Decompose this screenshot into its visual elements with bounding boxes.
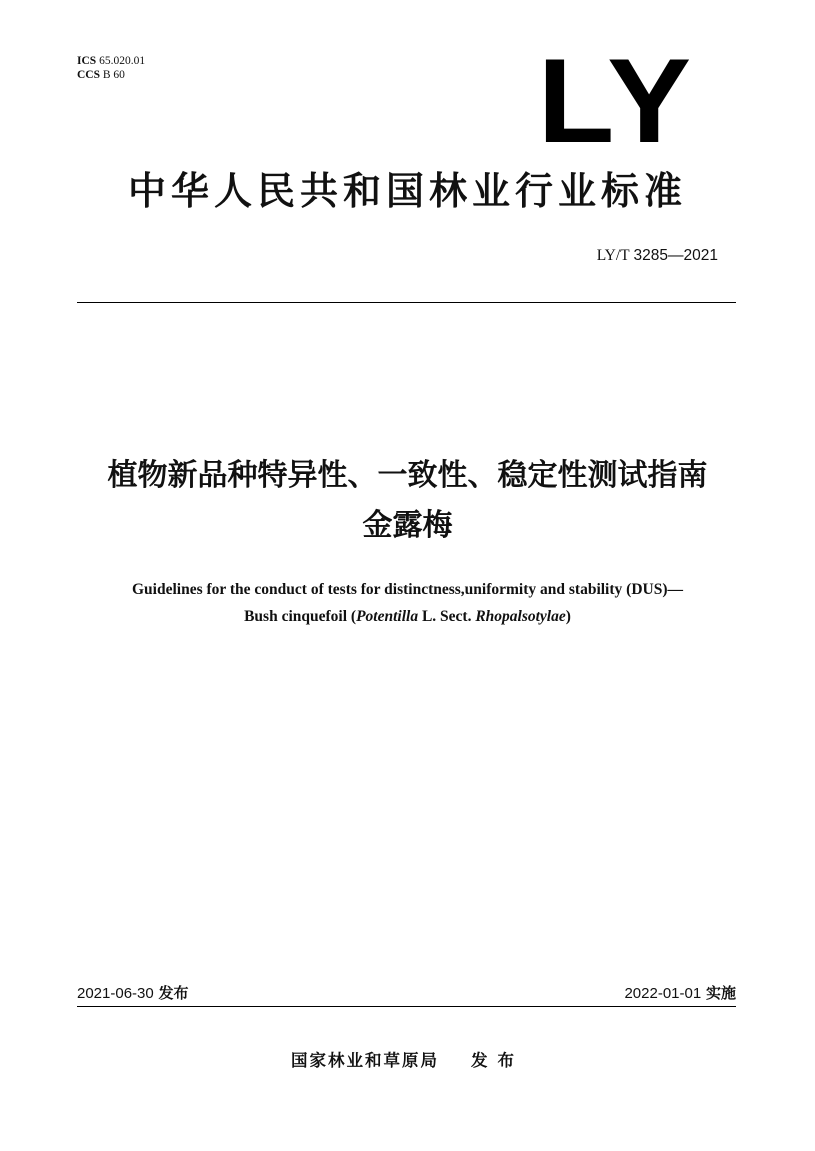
issuing-authority	[0, 1047, 815, 1071]
ly-logo: LY	[537, 34, 695, 168]
genus-name: Potentilla	[356, 608, 419, 625]
section-name: Rhopalsotylae	[475, 608, 566, 625]
standard-type-title: 中华人民共和国林业行业标准	[127, 169, 687, 213]
issue-date: 2021-06-30 发布	[77, 984, 189, 1002]
classification-codes	[77, 54, 145, 82]
ics-code: ICS 65.020.01	[77, 55, 146, 67]
chinese-title-line1: 植物新品种特异性、一致性、稳定性测试指南	[107, 458, 708, 493]
standard-code-prefix: LY/T	[596, 247, 630, 264]
implementation-date: 2022-01-01 实施	[624, 984, 736, 1002]
chinese-title-line2: 金露梅	[362, 508, 453, 543]
issuer-action: 发布	[471, 1051, 524, 1070]
english-title-line1: Guidelines for the conduct of tests for distinctness,uniformity and stability (DUS)—	[132, 581, 683, 598]
ccs-code: CCS B 60	[77, 69, 125, 81]
standard-code	[597, 247, 718, 265]
english-title-line2: Bush cinquefoil (Potentilla L. Sect. Rhopalsotylae)	[244, 608, 571, 625]
standard-code-number: 3285—2021	[633, 247, 718, 264]
footer-divider	[77, 1006, 736, 1007]
header-divider	[77, 302, 736, 303]
issuer-name: 国家林业和草原局	[291, 1051, 439, 1070]
